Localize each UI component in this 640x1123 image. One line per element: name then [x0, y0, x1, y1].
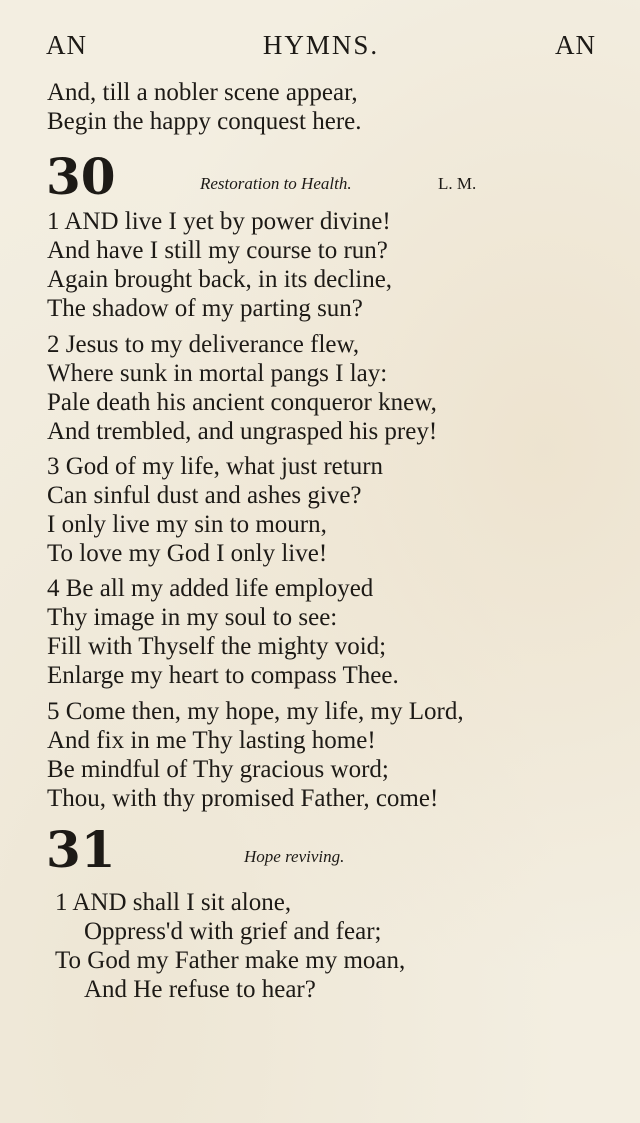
verse-line: 1 AND live I yet by power divine! — [47, 208, 391, 235]
verse-line: Enlarge my heart to compass Thee. — [47, 662, 399, 689]
header-left: AN — [46, 30, 87, 60]
intro-line: And, till a nobler scene appear, — [47, 79, 358, 106]
verse-line: And have I still my course to run? — [47, 237, 388, 264]
running-header — [46, 30, 596, 64]
verse-line: Thy image in my soul to see: — [47, 604, 338, 631]
hymn-title: Restoration to Health. — [200, 174, 352, 193]
verse-line: To God my Father make my moan, — [55, 947, 406, 974]
verse-line: Pale death his ancient conqueror knew, — [47, 389, 437, 416]
header-title: HYMNS. — [262, 30, 380, 60]
hymn-meter: L. M. — [438, 174, 477, 193]
verse-line: And He refuse to hear? — [84, 976, 316, 1003]
verse-line: Fill with Thyself the mighty void; — [47, 633, 387, 660]
verse-line: I only live my sin to mourn, — [47, 511, 327, 538]
verse-line: Be mindful of Thy gracious word; — [47, 756, 389, 783]
verse-line: Thou, with thy promised Father, come! — [47, 785, 439, 812]
verse-line: 4 Be all my added life employed — [47, 575, 374, 602]
verse-line: The shadow of my parting sun? — [47, 295, 363, 322]
verse-line: Where sunk in mortal pangs I lay: — [47, 360, 388, 387]
hymn-number: 31 — [46, 820, 116, 879]
verse-line: And fix in me Thy lasting home! — [47, 727, 376, 754]
verse-line: To love my God I only live! — [47, 540, 328, 567]
verse-line: 3 God of my life, what just return — [47, 453, 384, 480]
hymn-title: Hope reviving. — [244, 847, 345, 866]
verse-line: 1 AND shall I sit alone, — [55, 889, 292, 916]
verse-line: 2 Jesus to my deliverance flew, — [47, 331, 360, 358]
verse-line: Can sinful dust and ashes give? — [47, 482, 362, 509]
verse-line: 5 Come then, my hope, my life, my Lord, — [47, 698, 464, 725]
intro-line: Begin the happy conquest here. — [47, 108, 362, 135]
verse-line: Again brought back, in its decline, — [47, 266, 393, 293]
hymn-number: 30 — [46, 147, 116, 206]
verse-line: Oppress'd with grief and fear; — [84, 918, 382, 945]
header-right: AN — [555, 30, 596, 60]
verse-line: And trembled, and ungrasped his prey! — [47, 418, 438, 445]
